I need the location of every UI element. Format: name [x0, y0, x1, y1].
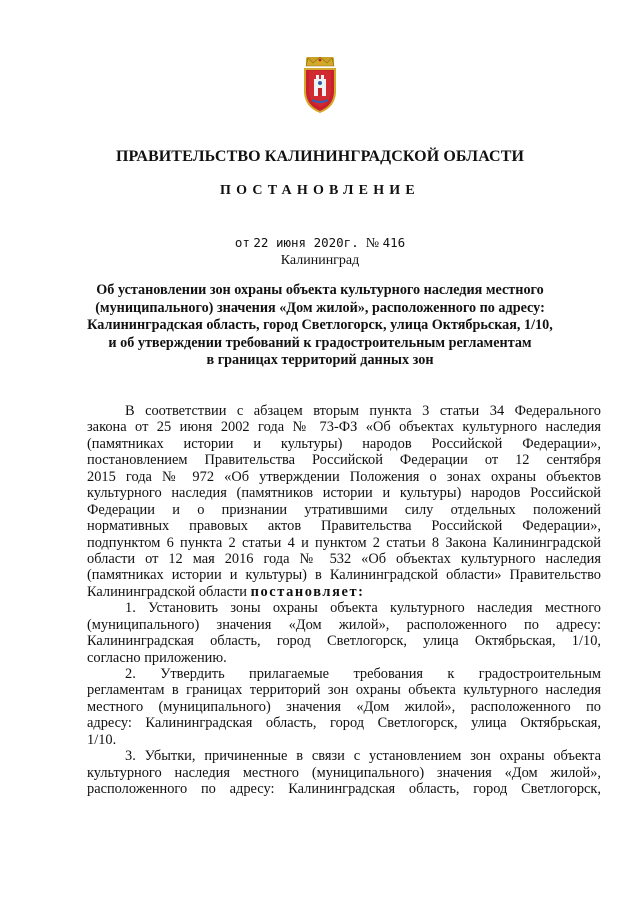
coat-of-arms-emblem: [300, 57, 340, 113]
body-line: постановлением Правительства Российской Федерации от 12 сентября: [87, 452, 601, 469]
item-2-line: 2. Утвердить прилагаемые требования к градостроительным: [125, 666, 601, 682]
item-3-line: расположенного по адресу: Калининградская область, город Светлогорск,: [87, 781, 601, 798]
body-line: 2015 года № 972 «Об утверждении Положения о зонах охраны объектов: [87, 468, 601, 485]
body-line: нормативных правовых актов Правительства Российской Федерации»,: [87, 518, 601, 535]
city: Калининград: [280, 253, 360, 268]
item-3-line: 3. Убытки, причиненные в связи с установлением зон охраны объекта: [125, 748, 601, 765]
item-1-line: Калининградская область, город Светлогорск, улица Октябрьская, 1/10,: [87, 633, 601, 650]
body-line: области от 12 мая 2016 года № 532 «Об объектах культурного наследия: [87, 550, 601, 567]
body-line: культурного наследия (памятников истории и культуры) народов Российской: [87, 485, 601, 502]
body-line-resolves: [87, 584, 601, 600]
item-2-line: местного (муниципального) значения «Дом жилой», расположенного по: [87, 698, 601, 715]
date-value: 22 июня 2020г.: [253, 235, 359, 250]
body-line: В соответствии с абзацем вторым пункта 3 статьи 34 Федерального: [125, 403, 601, 419]
body-line: Федерации и о признании утратившими силу отдельных положений: [87, 501, 601, 518]
government-name: ПРАВИТЕЛЬСТВО КАЛИНИНГРАДСКОЙ ОБЛАСТИ: [115, 148, 525, 165]
document-type: ПОСТАНОВЛЕНИЕ: [220, 183, 420, 198]
body-line: подпунктом 6 пункта 2 статьи 4 и пунктом 2 статьи 8 Закона Калининградской: [87, 534, 601, 551]
date-prefix: от: [234, 235, 250, 250]
body-line: закона от 25 июня 2002 года № 73-ФЗ «Об объектах культурного наследия: [87, 419, 601, 436]
date-number-line: [0, 235, 640, 252]
title-line: (муниципального) значения «Дом жилой», расположенного по адресу:: [95, 299, 545, 316]
item-2-line: 1/10.: [87, 731, 117, 748]
item-2-line: регламентам в границах территорий зон охраны объекта культурного наследия: [87, 682, 601, 699]
item-3-line: культурного наследия местного (муниципального) значения «Дом жилой»,: [87, 764, 601, 781]
item-1-line: 1. Установить зоны охраны объекта культурного наследия местного: [125, 600, 601, 617]
body-line-text: Калининградской области: [87, 583, 247, 600]
number-sign: №: [365, 236, 380, 251]
title-line: и об утверждении требований к градостроительным регламентам: [108, 334, 532, 351]
document-title: [70, 282, 570, 370]
title-line: в границах территорий данных зон: [206, 352, 434, 368]
title-line: Калининградская область, город Светлогорск, улица Октябрьская, 1/10,: [87, 317, 553, 333]
item-1-line: согласно приложению.: [87, 649, 227, 666]
body-line: (памятниках истории и культуры) народов Российской Федерации»,: [87, 435, 601, 452]
number-value: 416: [382, 235, 406, 250]
document-body: [87, 403, 601, 798]
title-line: Об установлении зон охраны объекта культурного наследия местного: [96, 282, 544, 298]
item-2-line: адресу: Калининградская область, город Светлогорск, улица Октябрьская,: [87, 715, 601, 732]
resolves-word: постановляет:: [250, 583, 365, 600]
body-line: (памятниках истории и культуры) в Калининградской области» Правительство: [87, 567, 601, 584]
item-1-line: (муниципального) значения «Дом жилой», расположенного по адресу:: [87, 616, 601, 633]
